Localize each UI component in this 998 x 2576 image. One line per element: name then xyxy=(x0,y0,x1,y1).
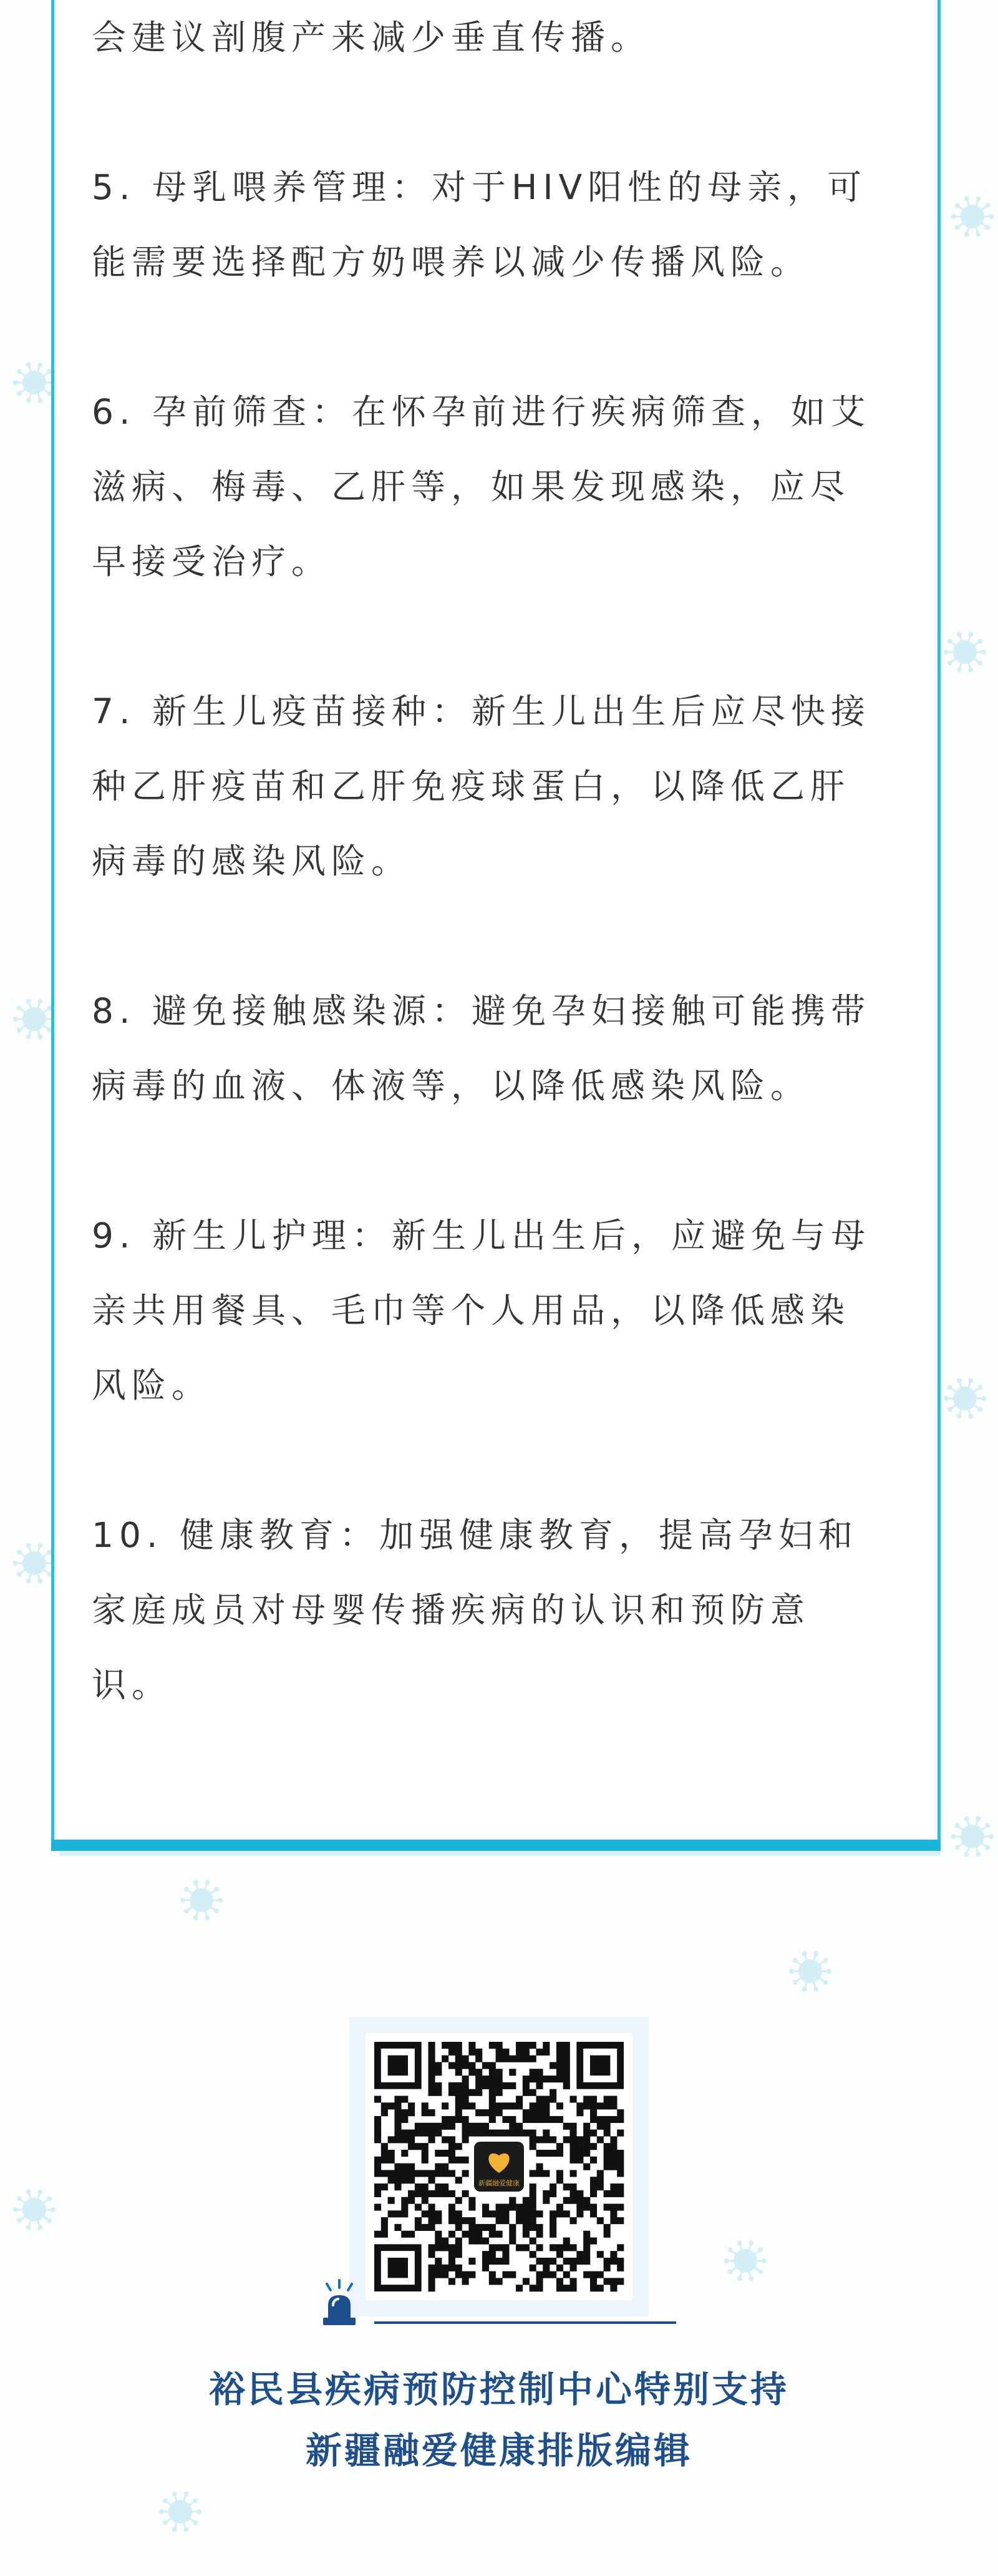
virus-icon xyxy=(943,1377,987,1420)
paragraph-gap xyxy=(92,75,903,150)
paragraph-line: 能需要选择配方奶喂养以减少传播风险。 xyxy=(92,242,811,282)
paragraph-line: 亲共用餐具、毛巾等个人用品，以降低感染 xyxy=(92,1290,851,1330)
qr-code-icon xyxy=(366,2033,632,2300)
paragraph-line: 病毒的血液、体液等，以降低感染风险。 xyxy=(92,1066,811,1106)
virus-icon xyxy=(724,2239,767,2283)
paragraph-line: 识。 xyxy=(92,1665,172,1705)
virus-icon xyxy=(158,2490,202,2534)
virus-icon xyxy=(12,2188,56,2232)
paragraph-line: 病毒的感染风险。 xyxy=(92,841,412,881)
paragraph-line: 5. 母乳喂养管理：对于HIV阳性的母亲，可 xyxy=(92,167,868,207)
virus-icon xyxy=(180,1878,223,1922)
article-paragraph xyxy=(92,0,903,75)
paragraph-line: 会建议剖腹产来减少垂直传播。 xyxy=(92,17,651,57)
paragraph-gap xyxy=(92,300,903,374)
article-paragraph xyxy=(92,674,903,899)
article-paragraph xyxy=(92,973,903,1123)
article-paragraph xyxy=(92,150,903,300)
paragraph-line: 9. 新生儿护理：新生儿出生后，应避免与母 xyxy=(92,1216,871,1256)
article-paragraph xyxy=(92,374,903,599)
paragraph-line: 7. 新生儿疫苗接种：新生儿出生后应尽快接 xyxy=(92,691,871,731)
card-bottom-bar xyxy=(51,1840,941,1851)
article-paragraph xyxy=(92,1198,903,1423)
virus-icon xyxy=(951,195,994,238)
qr-logo-text: 新疆融爱健康 xyxy=(478,2179,520,2187)
footer-divider xyxy=(374,2321,676,2324)
siren-icon xyxy=(318,2278,361,2328)
credit-line-support: 裕民县疾病预防控制中心特别支持 xyxy=(208,2368,789,2411)
qr-code-frame xyxy=(349,2017,649,2316)
paragraph-line: 滋病、梅毒、乙肝等，如果发现感染，应尽 xyxy=(92,467,851,507)
article-card xyxy=(51,0,941,1840)
virus-icon xyxy=(788,1949,832,1993)
paragraph-line: 8. 避免接触感染源：避免孕妇接触可能携带 xyxy=(92,991,871,1031)
article-paragraph xyxy=(92,1498,903,1722)
virus-icon xyxy=(951,1815,994,1858)
paragraph-line: 家庭成员对母婴传播疾病的认识和预防意 xyxy=(92,1590,811,1630)
paragraph-gap xyxy=(92,1123,903,1198)
paragraph-line: 10. 健康教育：加强健康教育，提高孕妇和 xyxy=(92,1515,858,1555)
virus-icon xyxy=(12,997,56,1041)
paragraph-line: 风险。 xyxy=(92,1365,212,1405)
paragraph-gap xyxy=(92,1423,903,1498)
paragraph-line: 种乙肝疫苗和乙肝免疫球蛋白，以降低乙肝 xyxy=(92,766,851,806)
virus-icon xyxy=(943,630,987,674)
article-content xyxy=(92,0,903,1722)
paragraph-gap xyxy=(92,899,903,973)
paragraph-gap xyxy=(92,599,903,674)
paragraph-line: 早接受治疗。 xyxy=(92,542,332,582)
paragraph-line: 6. 孕前筛查：在怀孕前进行疾病筛查，如艾 xyxy=(92,392,871,432)
credit-line-editor: 新疆融爱健康排版编辑 xyxy=(305,2429,692,2472)
virus-icon xyxy=(12,361,56,404)
virus-icon xyxy=(12,1541,56,1585)
card-bottom-shadow xyxy=(60,1851,941,1856)
